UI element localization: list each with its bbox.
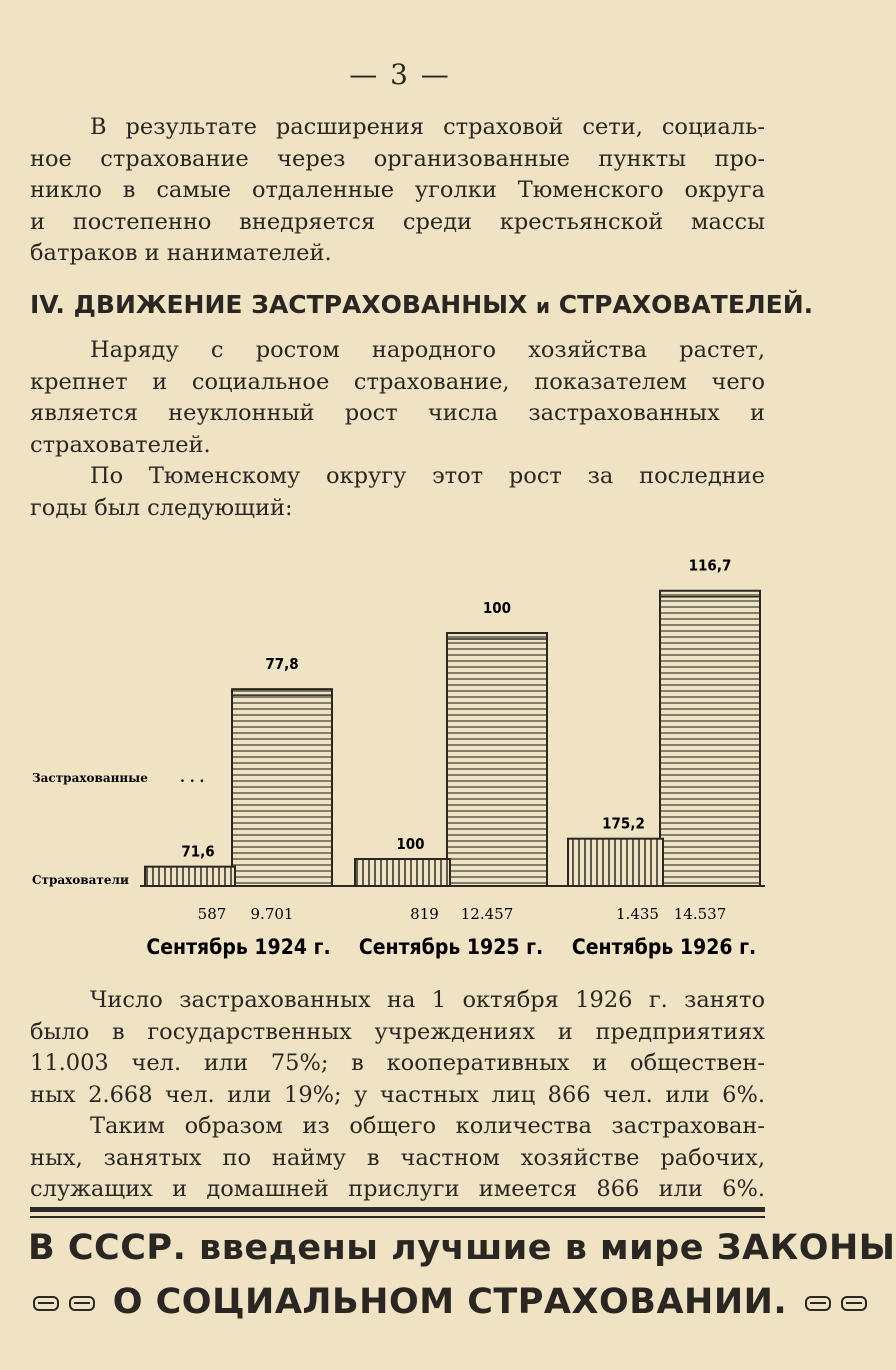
data-label-insurers: 71,6 [181, 842, 215, 861]
text-line: ных, занятых по найму в частном хозяйстве рабочих, [30, 1144, 765, 1171]
ornament-icon [69, 1296, 95, 1311]
paragraph-intro-chart [30, 461, 765, 524]
count-insured: 12.457 [460, 905, 514, 923]
page-number: — 3 — [349, 58, 451, 91]
count-insured: 9.701 [250, 905, 294, 923]
slogan-line: В СССР. введены лучшие в мире ЗАКОНЫ [28, 1228, 896, 1268]
text-line: 11.003 чел. или 75%; в кооперативных и обществен- [30, 1050, 765, 1076]
text-line: было в государственных учреждениях и предприятиях [30, 1018, 765, 1045]
text-line: страхователей. [30, 431, 211, 458]
ornament-icon [805, 1296, 831, 1311]
data-label-insurers: 175,2 [602, 814, 645, 833]
text-line: По Тюменскому округу этот рост за последние [90, 463, 765, 489]
text-line: Число застрахованных на 1 октября 1926 г. занято [90, 987, 765, 1013]
text-line: является неуклонный рост числа застрахованных и [30, 400, 765, 426]
paragraph-employment [30, 985, 765, 1111]
paragraph-growth [30, 335, 765, 461]
text-line: Таким образом из общего количества застрахован- [90, 1113, 765, 1139]
bar-insured [447, 633, 547, 886]
legend-insurers: Страхователи [32, 873, 129, 887]
count-insurers: 819 [410, 905, 439, 923]
text-line: ное страхование через организованные пункты про- [30, 145, 765, 172]
ornament-icon [33, 1296, 59, 1311]
data-label-insurers: 100 [396, 835, 425, 853]
bar-insured [660, 591, 760, 886]
text-line: крепнет и социальное страхование, показателем чего [30, 368, 765, 395]
legend-dots: . . . [180, 770, 205, 786]
legend-insured: Застрахованные [32, 771, 148, 785]
ornament-icon [841, 1296, 867, 1311]
slogan-line: О СОЦИАЛЬНОМ СТРАХОВАНИИ. [28, 1282, 768, 1322]
data-label-insured: 77,8 [265, 655, 299, 674]
growth-bar-chart [0, 520, 800, 970]
category-label: Сентябрь 1924 г. [146, 935, 331, 959]
bar-insured [232, 689, 332, 886]
text-line: никло в самые отдаленные уголки Тюменского округа [30, 177, 765, 203]
paragraph-network [30, 112, 765, 270]
text-line: служащих и домашней прислуги имеется 866 или 6%. [30, 1176, 765, 1202]
section-heading: IV. ДВИЖЕНИЕ ЗАСТРАХОВАННЫХ и СТРАХОВАТЕЛЕЙ. [30, 290, 814, 319]
count-insured: 14.537 [673, 905, 727, 923]
divider-rule [30, 1207, 765, 1212]
bar-insurers [145, 867, 235, 886]
divider-rule [30, 1216, 765, 1218]
chart-plot-area [32, 557, 765, 959]
text-line: ных 2.668 чел. или 19%; у частных лиц 866 чел. или 6%. [30, 1081, 765, 1108]
count-insurers: 587 [197, 905, 227, 923]
bar-insurers [355, 859, 450, 886]
text-line: Наряду с ростом народного хозяйства растет, [90, 337, 765, 363]
text-line: батраков и нанимателей. [30, 240, 332, 266]
data-label-insured: 116,7 [688, 556, 732, 575]
text-line: В результате расширения страховой сети, социаль- [90, 114, 765, 140]
category-label: Сентябрь 1926 г. [571, 935, 757, 959]
data-label-insured: 100 [482, 599, 512, 617]
paragraph-private [30, 1111, 765, 1206]
bar-insurers [568, 839, 663, 886]
category-label: Сентябрь 1925 г. [358, 935, 544, 959]
text-line: годы был следующий: [30, 494, 293, 521]
text-line: и постепенно внедряется среди крестьянской массы [30, 208, 765, 235]
count-insurers: 1.435 [616, 905, 659, 923]
